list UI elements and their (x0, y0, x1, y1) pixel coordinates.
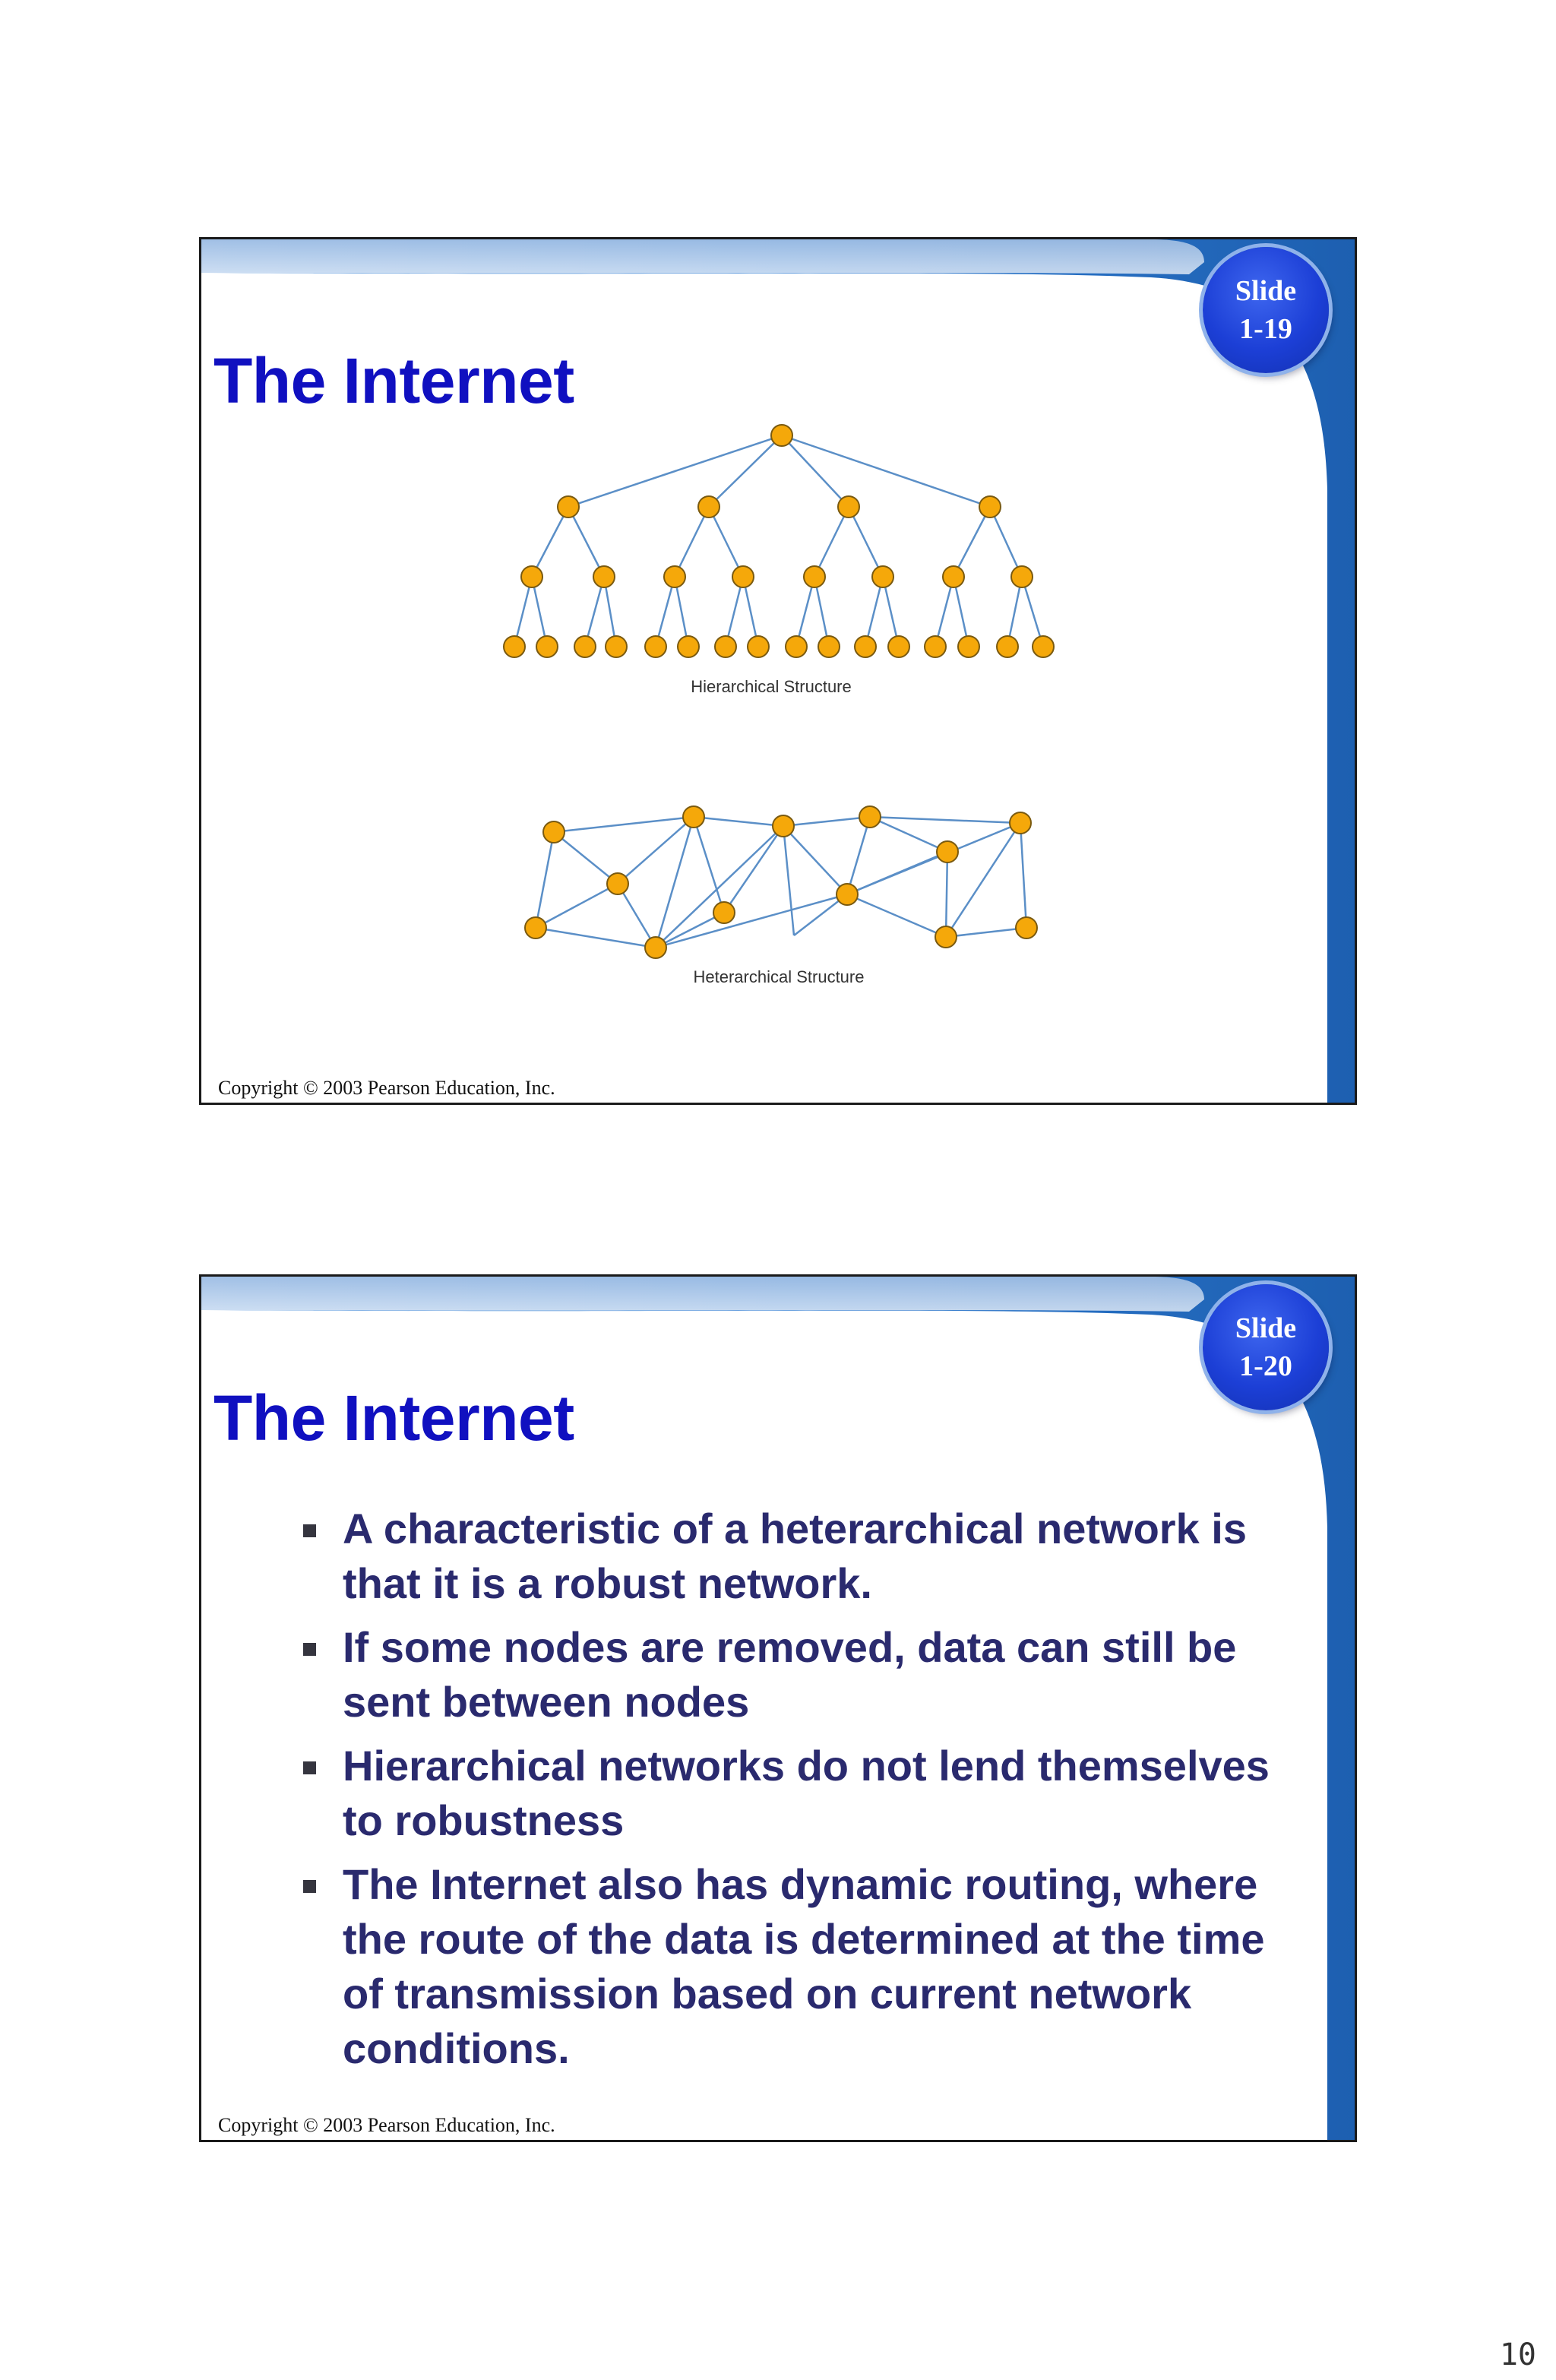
heterarchical-caption: Heterarchical Structure (693, 967, 865, 986)
bullet-item (299, 1857, 1271, 2076)
square-bullet-icon (303, 1643, 316, 1656)
badge-label: Slide (1235, 1312, 1297, 1344)
slide-number-badge (1203, 1284, 1329, 1410)
bullet-item (299, 1620, 1271, 1730)
page-number: 10 (1499, 2337, 1536, 2372)
bullet-text: Hierarchical networks do not lend themselves to robustness (343, 1742, 1270, 1844)
badge-label: Slide (1235, 275, 1297, 307)
square-bullet-icon (303, 1524, 316, 1537)
bullet-text: If some nodes are removed, data can still be sent between nodes (343, 1623, 1237, 1726)
slide-title: The Internet (213, 345, 574, 416)
network-structures-diagram (201, 239, 1357, 1105)
badge-number: 1-20 (1239, 1350, 1292, 1382)
hierarchical-structure-diagram (514, 435, 1043, 647)
bullet-item (299, 1739, 1271, 1848)
slide-1-19 (199, 237, 1357, 1105)
copyright-notice: Copyright © 2003 Pearson Education, Inc. (218, 2114, 555, 2136)
bullet-item (299, 1502, 1271, 1611)
square-bullet-icon (303, 1761, 316, 1774)
slide-title: The Internet (213, 1382, 574, 1454)
slide-1-20 (199, 1274, 1357, 2142)
copyright-notice: Copyright © 2003 Pearson Education, Inc. (218, 1077, 555, 1099)
badge-number: 1-19 (1239, 313, 1292, 345)
hierarchical-caption: Hierarchical Structure (691, 677, 852, 696)
bullet-text: A characteristic of a heterarchical network is that it is a robust network. (343, 1505, 1247, 1607)
bullet-text: The Internet also has dynamic routing, where the route of the data is determined at the time of transmission based on current network conditions. (343, 1860, 1265, 2072)
bullet-list (299, 1502, 1271, 2085)
square-bullet-icon (303, 1880, 316, 1893)
